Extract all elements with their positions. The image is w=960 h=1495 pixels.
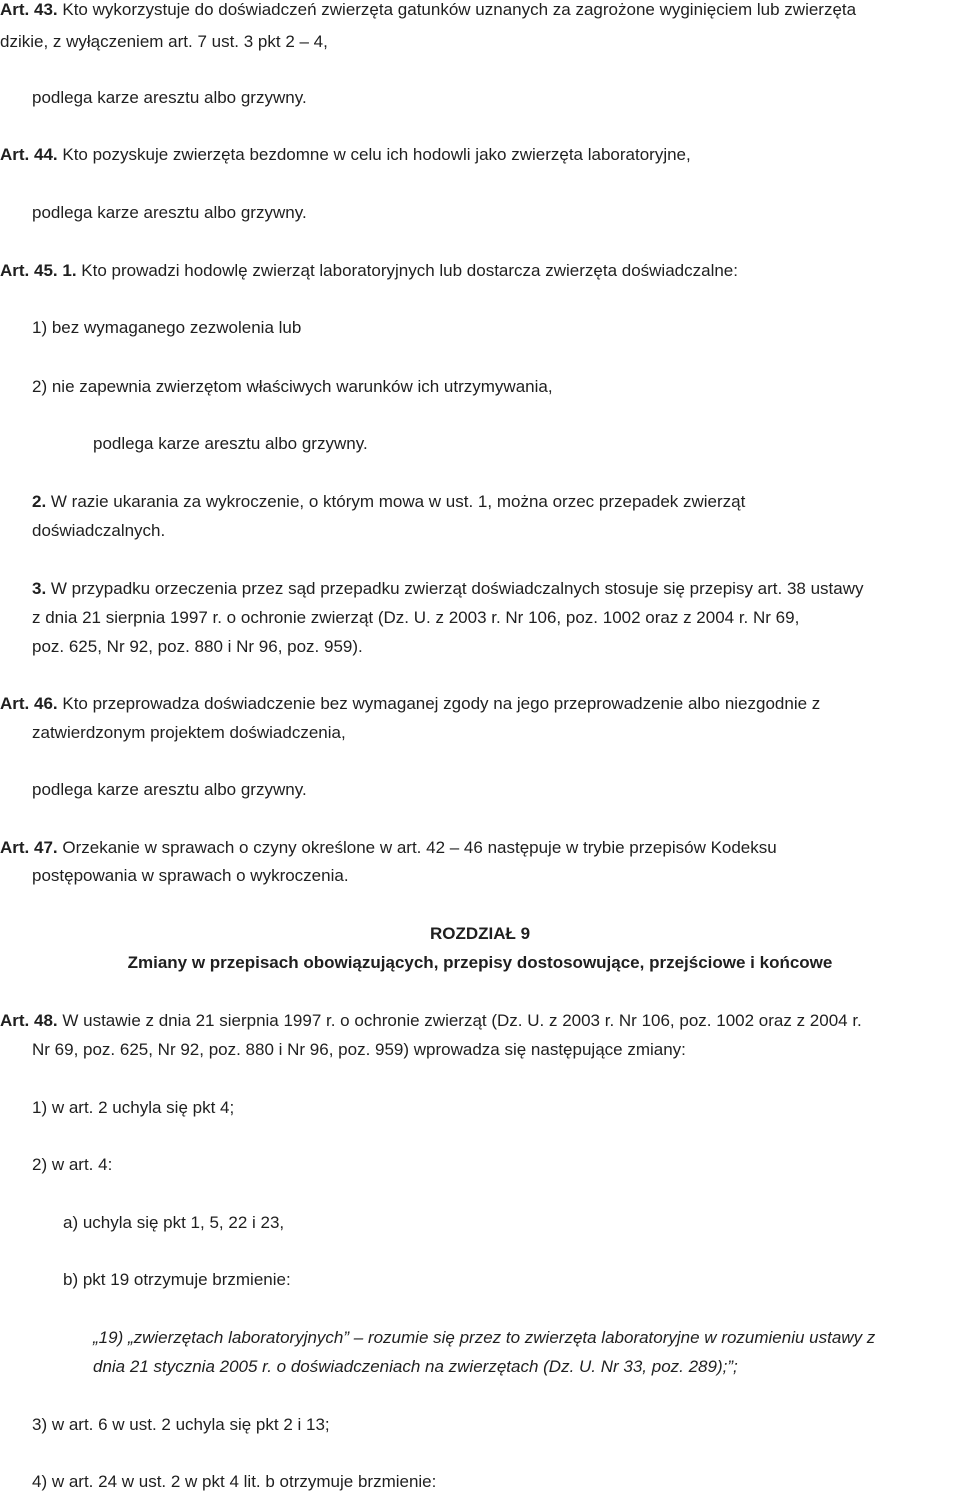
art46-line1 <box>0 694 820 714</box>
art45-para2-number: 2. <box>32 492 47 511</box>
art47-line2: postępowania w sprawach o wykroczenia. <box>32 866 349 885</box>
art48-line1 <box>0 1011 862 1031</box>
art48-line2: Nr 69, poz. 625, Nr 92, poz. 880 i Nr 96, poz. 959) wprowadza się następujące zmiany: <box>32 1040 686 1059</box>
art48-quote-line1: „19) „zwierzętach laboratoryjnych” – rozumie się przez to zwierzęta laboratoryjne w rozumieniu ustawy z <box>93 1328 876 1347</box>
art45-para2-line1 <box>32 492 745 512</box>
art47-number: Art. 47. <box>0 838 58 857</box>
art48-quote-line2: dnia 21 stycznia 2005 r. o doświadczeniach na zwierzętach (Dz. U. Nr 33, poz. 289);”; <box>93 1357 738 1376</box>
art46-penalty: podlega karze aresztu albo grzywny. <box>32 780 307 799</box>
art48-number: Art. 48. <box>0 1011 58 1030</box>
art46-line2: zatwierdzonym projektem doświadczenia, <box>32 723 346 742</box>
art48-text: W ustawie z dnia 21 sierpnia 1997 r. o ochronie zwierząt (Dz. U. z 2003 r. Nr 106, poz. 1002 oraz z 2004 r. <box>57 1011 862 1030</box>
art45-para1-text: Kto prowadzi hodowlę zwierząt laboratoryjnych lub dostarcza zwierzęta doświadczalne: <box>76 261 738 280</box>
art46-text: Kto przeprowadza doświadczenie bez wymaganej zgody na jego przeprowadzenie albo niezgodnie z <box>57 694 821 713</box>
art43-penalty: podlega karze aresztu albo grzywny. <box>32 88 307 107</box>
art43-number: Art. 43. <box>0 0 58 19</box>
art43-line2: dzikie, z wyłączeniem art. 7 ust. 3 pkt 2 – 4, <box>0 32 328 51</box>
art45-penalty: podlega karze aresztu albo grzywny. <box>93 434 368 453</box>
art46-number: Art. 46. <box>0 694 58 713</box>
art44-line <box>0 145 691 165</box>
art44-penalty: podlega karze aresztu albo grzywny. <box>32 203 307 222</box>
art48-item2: 2) w art. 4: <box>32 1155 113 1174</box>
art45-para3-line3: poz. 625, Nr 92, poz. 880 i Nr 96, poz. 959). <box>32 637 363 656</box>
art48-item2a: a) uchyla się pkt 1, 5, 22 i 23, <box>63 1213 285 1232</box>
art45-para3-line2: z dnia 21 sierpnia 1997 r. o ochronie zwierząt (Dz. U. z 2003 r. Nr 106, poz. 1002 oraz z 2004 r. Nr 69, <box>32 608 800 627</box>
art45-para1-number: 1. <box>57 261 77 280</box>
art45-para3-text: W przypadku orzeczenia przez sąd przepadku zwierząt doświadczalnych stosuje się przepisy art. 38 ustawy <box>46 579 864 598</box>
art48-item2b: b) pkt 19 otrzymuje brzmienie: <box>63 1270 291 1289</box>
art48-item3: 3) w art. 6 w ust. 2 uchyla się pkt 2 i 13; <box>32 1415 330 1434</box>
art43-text: Kto wykorzystuje do doświadczeń zwierzęta gatunków uznanych za zagrożone wyginięciem lub zwierzęta <box>57 0 857 19</box>
art44-number: Art. 44. <box>0 145 58 164</box>
art45-para2-text: W razie ukarania za wykroczenie, o którym mowa w ust. 1, można orzec przepadek zwierząt <box>46 492 746 511</box>
art48-item1: 1) w art. 2 uchyla się pkt 4; <box>32 1098 235 1117</box>
art45-number: Art. 45. <box>0 261 58 280</box>
art45-para2-line2: doświadczalnych. <box>32 521 166 540</box>
art47-text: Orzekanie w sprawach o czyny określone w art. 42 – 46 następuje w trybie przepisów Kodeksu <box>57 838 777 857</box>
art45-point2: 2) nie zapewnia zwierzętom właściwych warunków ich utrzymywania, <box>32 377 553 396</box>
art45-point1: 1) bez wymaganego zezwolenia lub <box>32 318 302 337</box>
chapter-title: Zmiany w przepisach obowiązujących, przepisy dostosowujące, przejściowe i końcowe <box>127 953 833 972</box>
art47-line1 <box>0 838 777 858</box>
art48-item4: 4) w art. 24 w ust. 2 w pkt 4 lit. b otrzymuje brzmienie: <box>32 1472 437 1491</box>
art44-text: Kto pozyskuje zwierzęta bezdomne w celu ich hodowli jako zwierzęta laboratoryjne, <box>57 145 691 164</box>
art45-para3-number: 3. <box>32 579 47 598</box>
art45-para3-line1 <box>32 579 864 599</box>
chapter-label: ROZDZIAŁ 9 <box>429 924 531 943</box>
art43-line1 <box>0 0 856 20</box>
art45-para1 <box>0 261 738 281</box>
